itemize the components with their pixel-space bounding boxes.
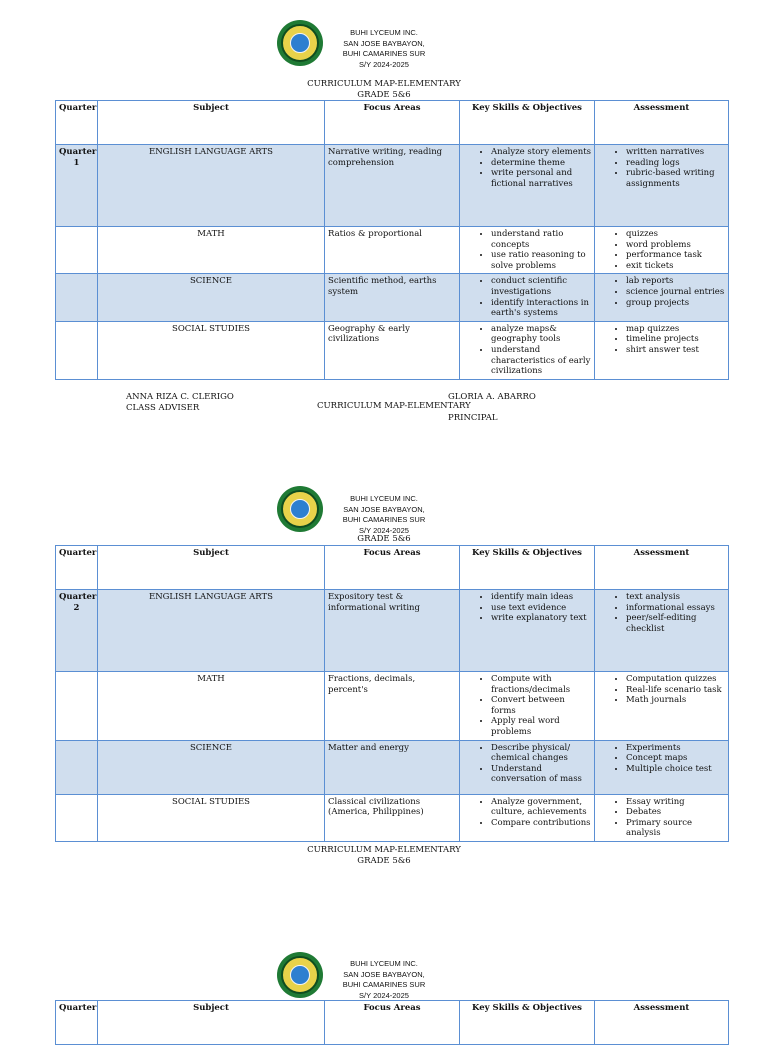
adviser-signature [126, 392, 234, 414]
table-row [56, 227, 729, 274]
adviser-name: ANNA RIZA C. CLERIGO [126, 392, 234, 402]
list-item: • shirt answer test [626, 345, 725, 356]
grade-label: GRADE 5&6 [357, 89, 411, 100]
table-row [56, 590, 729, 672]
assessment-cell [595, 672, 729, 741]
focus-cell: Classical civilizations (America, Philippines) [325, 794, 460, 841]
skills-cell [460, 227, 595, 274]
focus-cell: Scientific method, earths system [325, 274, 460, 321]
subject-cell: ENGLISH LANGUAGE ARTS [98, 145, 325, 227]
list-item: • Debates [626, 807, 725, 818]
subject-cell: SCIENCE [98, 740, 325, 794]
list-item: • informational essays [626, 603, 725, 614]
skills-cell [460, 590, 595, 672]
table-row [56, 794, 729, 841]
table-row [56, 672, 729, 741]
grade-label: GRADE 5&6 [357, 534, 411, 544]
list-item: • Understand conversation of mass [491, 764, 591, 785]
list-item: • Convert between forms [491, 695, 591, 716]
school-header [309, 28, 459, 70]
school-name: BUHI LYCEUM INC. [350, 959, 418, 968]
list-item: • determine theme [491, 158, 591, 169]
header-skills: Key Skills & Objectives [460, 1001, 595, 1045]
curriculum-table-q1 [55, 100, 729, 380]
list-item: • Primary source analysis [626, 818, 725, 839]
subject-cell: ENGLISH LANGUAGE ARTS [98, 590, 325, 672]
school-address-2: BUHI CAMARINES SUR [342, 49, 426, 58]
header-quarter: Quarter [56, 1001, 98, 1045]
list-item: • quizzes [626, 229, 725, 240]
skills-cell [460, 274, 595, 321]
list-item: • Concept maps [626, 753, 725, 764]
table-header-row [56, 1001, 729, 1045]
focus-cell: Ratios & proportional [325, 227, 460, 274]
focus-cell: Matter and energy [325, 740, 460, 794]
quarter-cell [56, 672, 98, 741]
list-item: • write personal and fictional narratives [491, 168, 591, 189]
school-header [309, 494, 459, 536]
header-assessment: Assessment [595, 101, 729, 145]
school-name: BUHI LYCEUM INC. [350, 494, 418, 503]
doc-title-block [234, 79, 534, 100]
school-year: S/Y 2024-2025 [359, 59, 409, 69]
skills-cell [460, 672, 595, 741]
list-item: • Apply real word problems [491, 716, 591, 737]
assessment-cell [595, 145, 729, 227]
table-header-row [56, 101, 729, 145]
principal-name: GLORIA A. ABARRO [448, 392, 536, 402]
quarter-label: Quarter 1 [56, 145, 98, 227]
list-item: • Analyze story elements [491, 147, 591, 158]
list-item: • Analyze government, culture, achievements [491, 797, 591, 818]
list-item: • performance task [626, 250, 725, 261]
list-item: • map quizzes [626, 324, 725, 335]
subject-cell: SOCIAL STUDIES [98, 321, 325, 379]
list-item: • conduct scientific investigations [491, 276, 591, 297]
quarter-label: Quarter 2 [56, 590, 98, 672]
grade-label: GRADE 5&6 [357, 855, 411, 866]
subject-cell: MATH [98, 227, 325, 274]
school-address-2: BUHI CAMARINES SUR [342, 980, 426, 989]
assessment-cell [595, 321, 729, 379]
list-item: • identify main ideas [491, 592, 591, 603]
quarter-cell [56, 274, 98, 321]
doc-title: CURRICULUM MAP-ELEMENTARY [307, 845, 461, 855]
skills-cell [460, 321, 595, 379]
subject-cell: MATH [98, 672, 325, 741]
list-item: • understand ratio concepts [491, 229, 591, 250]
quarter-cell [56, 321, 98, 379]
list-item: • reading logs [626, 158, 725, 169]
table-row [56, 740, 729, 794]
list-item: • science journal entries [626, 287, 725, 298]
list-item: • identify interactions in earth's systems [491, 298, 591, 319]
principal-title: PRINCIPAL [448, 413, 498, 423]
list-item: • timeline projects [626, 334, 725, 345]
assessment-cell [595, 590, 729, 672]
header-focus: Focus Areas [325, 1001, 460, 1045]
quarter-cell [56, 794, 98, 841]
header-assessment: Assessment [595, 546, 729, 590]
list-item: • written narratives [626, 147, 725, 158]
header-quarter: Quarter [56, 101, 98, 145]
table-row [56, 321, 729, 379]
list-item: • exit tickets [626, 261, 725, 272]
list-item: • Computation quizzes [626, 674, 725, 685]
header-skills: Key Skills & Objectives [460, 101, 595, 145]
list-item: • rubric-based writing assignments [626, 168, 725, 189]
list-item: • use ratio reasoning to solve problems [491, 250, 591, 271]
doc-title: CURRICULUM MAP-ELEMENTARY [307, 79, 461, 89]
focus-cell: Narrative writing, reading comprehension [325, 145, 460, 227]
header-subject: Subject [98, 546, 325, 590]
table-row [56, 145, 729, 227]
school-address-1: SAN JOSE BAYBAYON, [343, 969, 425, 979]
list-item: • Multiple choice test [626, 764, 725, 775]
list-item: • Compare contributions [491, 818, 591, 829]
table-header-row [56, 546, 729, 590]
list-item: • group projects [626, 298, 725, 309]
doc-title-repeat: CURRICULUM MAP-ELEMENTARY [317, 401, 471, 411]
header-subject: Subject [98, 101, 325, 145]
list-item: • Math journals [626, 695, 725, 706]
curriculum-table-q2 [55, 545, 729, 842]
list-item: • text analysis [626, 592, 725, 603]
assessment-cell [595, 794, 729, 841]
header-skills: Key Skills & Objectives [460, 546, 595, 590]
focus-cell: Geography & early civilizations [325, 321, 460, 379]
skills-cell [460, 794, 595, 841]
quarter-cell [56, 227, 98, 274]
school-header [309, 959, 459, 1001]
list-item: • Compute with fractions/decimals [491, 674, 591, 695]
list-item: • write explanatory text [491, 613, 591, 624]
list-item: • Experiments [626, 743, 725, 754]
list-item: • peer/self-editing checklist [626, 613, 725, 634]
skills-cell [460, 740, 595, 794]
list-item: • use text evidence [491, 603, 591, 614]
header-focus: Focus Areas [325, 101, 460, 145]
list-item: • Real-life scenario task [626, 685, 725, 696]
list-item: • lab reports [626, 276, 725, 287]
list-item: • word problems [626, 240, 725, 251]
subject-cell: SCIENCE [98, 274, 325, 321]
header-assessment: Assessment [595, 1001, 729, 1045]
quarter-cell [56, 740, 98, 794]
school-address-1: SAN JOSE BAYBAYON, [343, 504, 425, 514]
skills-cell [460, 145, 595, 227]
adviser-title: CLASS ADVISER [126, 403, 200, 413]
school-name: BUHI LYCEUM INC. [350, 28, 418, 37]
assessment-cell [595, 227, 729, 274]
list-item: • understand characteristics of early civilizations [491, 345, 591, 377]
header-quarter: Quarter [56, 546, 98, 590]
school-address-1: SAN JOSE BAYBAYON, [343, 38, 425, 48]
assessment-cell [595, 274, 729, 321]
header-focus: Focus Areas [325, 546, 460, 590]
focus-cell: Expository test & informational writing [325, 590, 460, 672]
doc-title-block [234, 845, 534, 866]
curriculum-table-q3 [55, 1000, 729, 1045]
assessment-cell [595, 740, 729, 794]
subject-cell: SOCIAL STUDIES [98, 794, 325, 841]
header-subject: Subject [98, 1001, 325, 1045]
table-row [56, 274, 729, 321]
list-item: • analyze maps& geography tools [491, 324, 591, 345]
list-item: • Essay writing [626, 797, 725, 808]
focus-cell: Fractions, decimals, percent's [325, 672, 460, 741]
school-year: S/Y 2024-2025 [359, 525, 409, 535]
school-year: S/Y 2024-2025 [359, 990, 409, 1000]
list-item: • Describe physical/ chemical changes [491, 743, 591, 764]
school-address-2: BUHI CAMARINES SUR [342, 515, 426, 524]
